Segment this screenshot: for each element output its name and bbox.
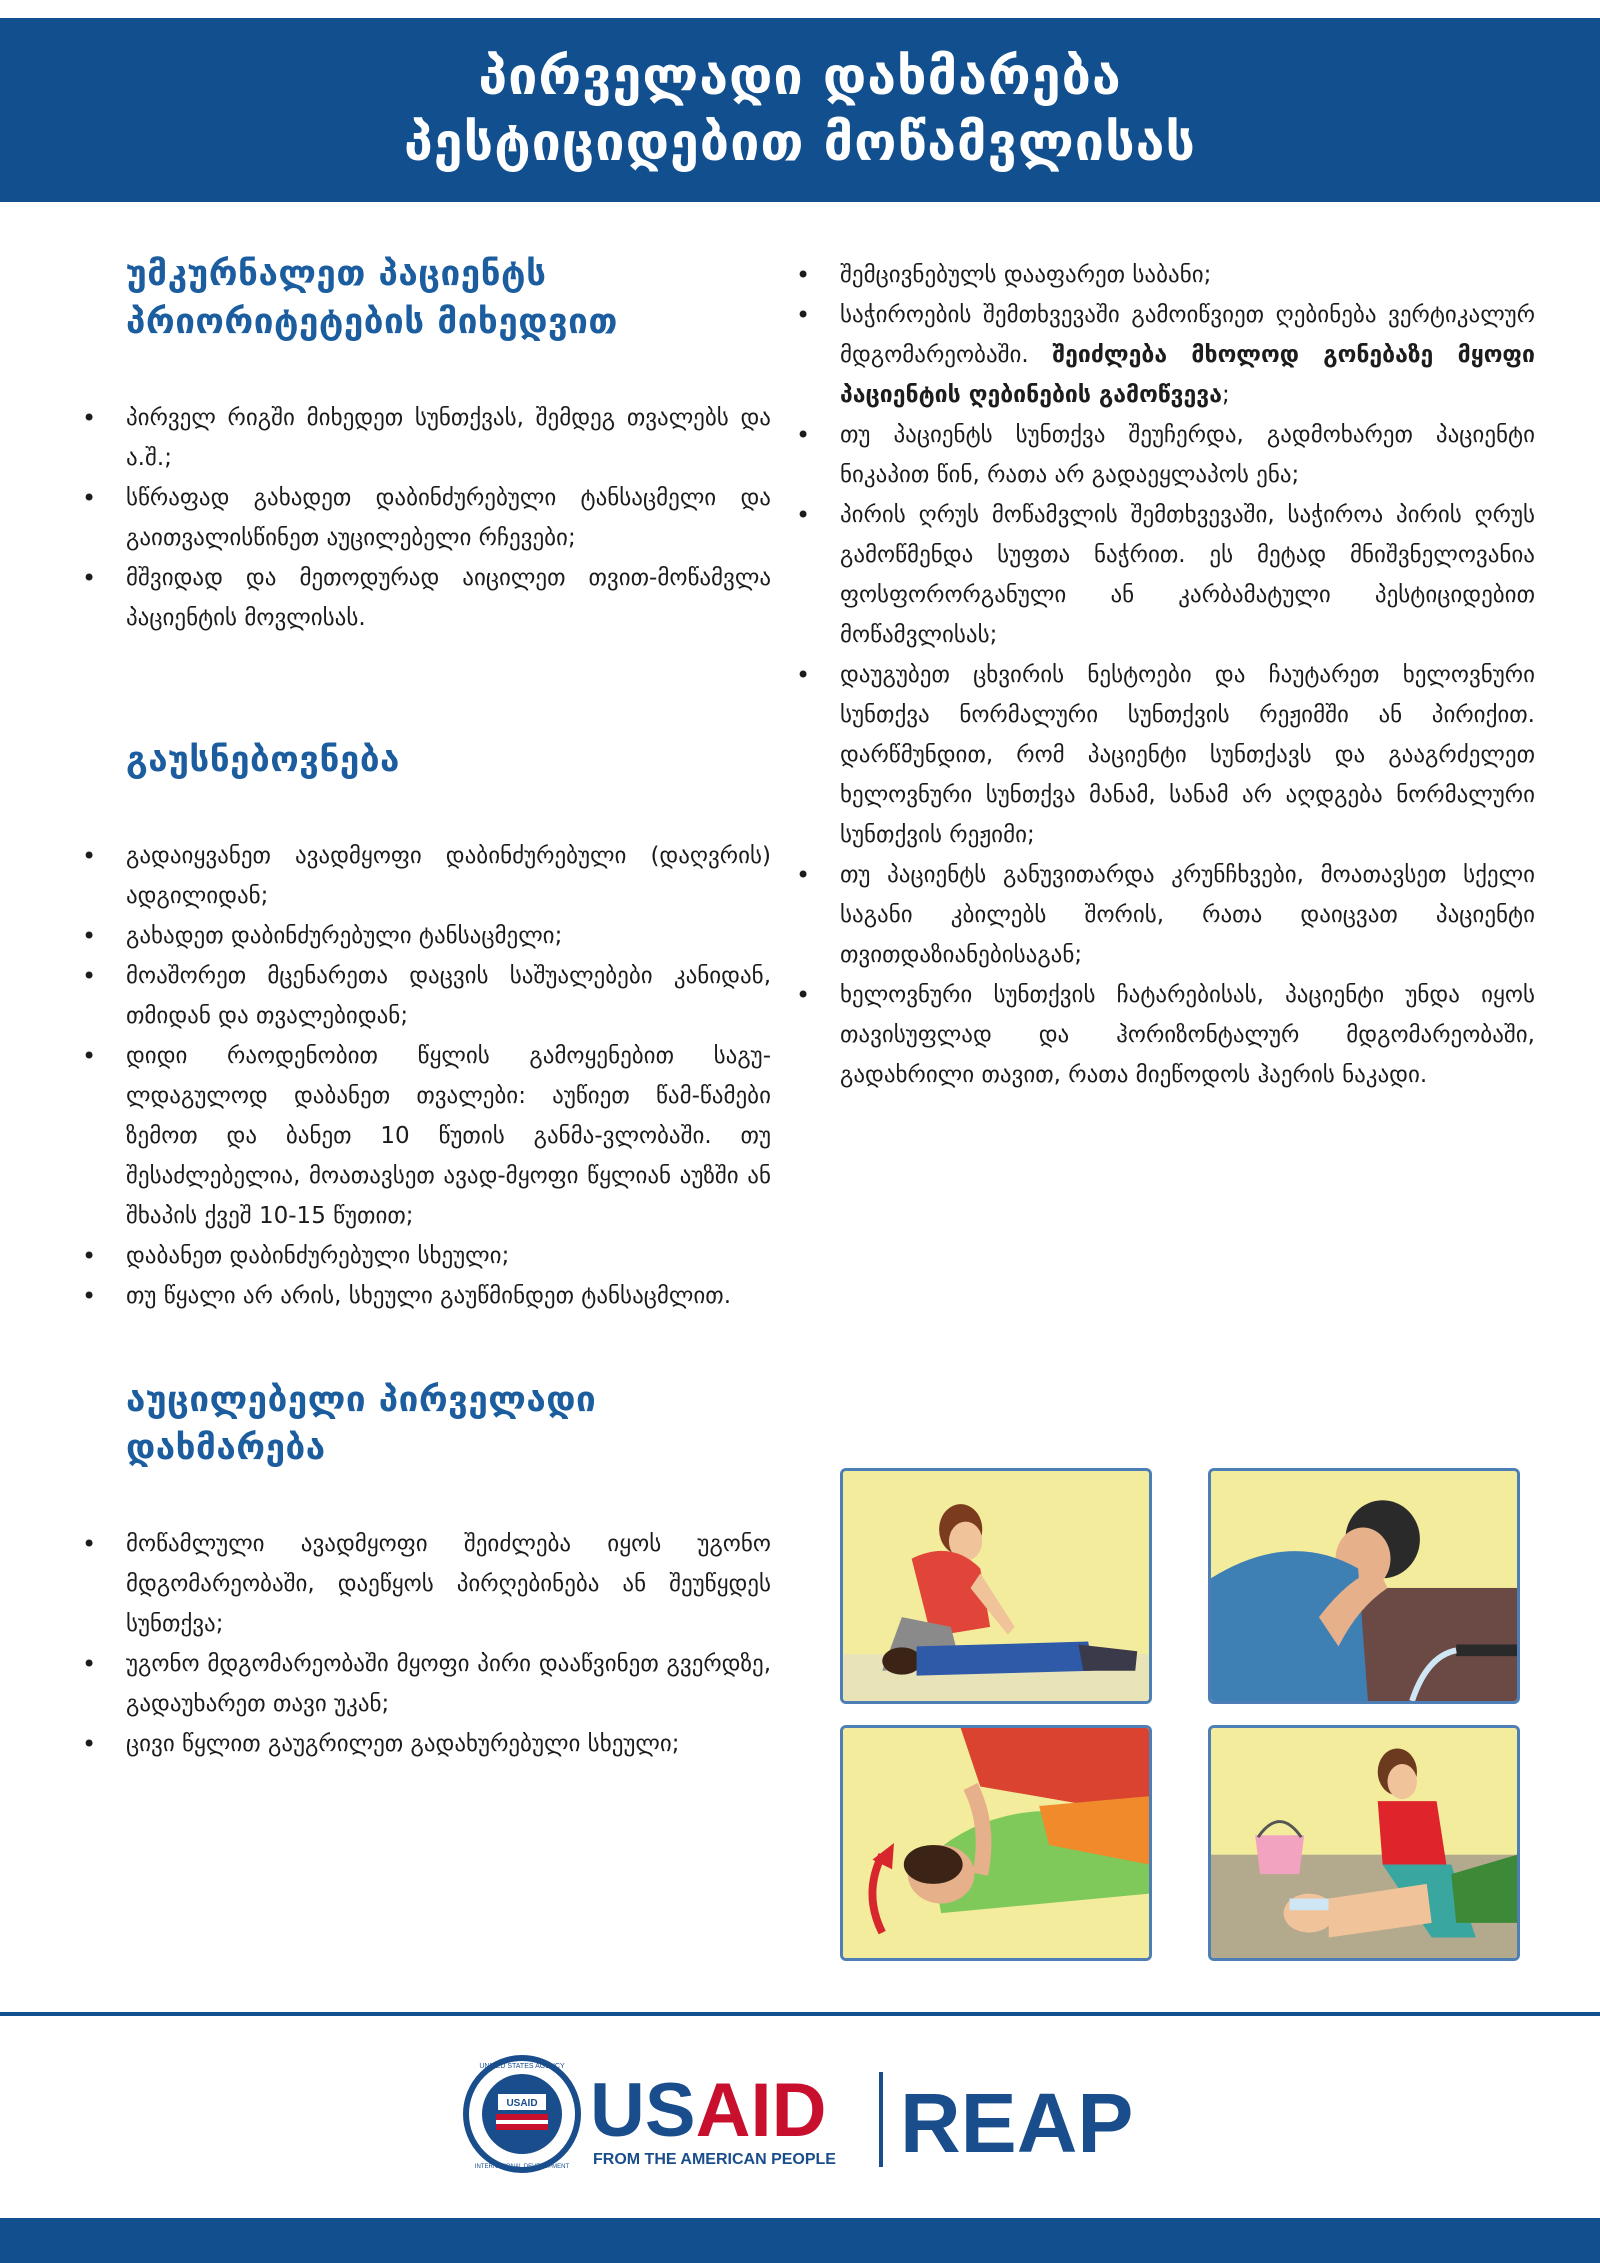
list-item: • თუ პაციენტს სუნთქვა შეუჩერდა, გადმოხარეთ პაციენტი ნიკაპით წინ, რათა არ გადაეყლაპოს ენა; [840, 415, 1535, 495]
list-item: • მშვიდად და მეთოდურად აიცილეთ თვით-მოწამვლა პაციენტის მოვლისას. [126, 558, 771, 638]
item-text: საჭიროების შემთხვევაში გამოიწვიეთ ღებინება ვერტიკალურ მდგომარეობაში. [840, 302, 1535, 368]
heading-line: პრიორიტეტების მიხედვით [126, 302, 618, 342]
heading-line: დახმარება [126, 1428, 326, 1468]
list-item: • ხელოვნური სუნთქვის ჩატარებისას, პაციენტი უნდა იყოს თავისუფლად და ჰორიზონტალურ მდგომარეობაში, გადახრილი თავით, რათა მიეწოდოს ჰაერის ნაკადი. [840, 975, 1535, 1095]
footer-logos [462, 2052, 1162, 2182]
seal-top-text: UNITED STATES AGENCY [479, 2063, 565, 2070]
reap-wordmark: REAP [900, 2076, 1134, 2170]
list-item: • გახადეთ დაბინძურებული ტანსაცმელი; [126, 916, 771, 956]
list-item: • უგონო მდგომარეობაში მყოფი პირი დააწვინეთ გვერდზე, გადაუხარეთ თავი უკან; [126, 1644, 771, 1724]
list-item: • პირველ რიგში მიხედეთ სუნთქვას, შემდეგ თვალებს და ა.შ.; [126, 398, 771, 478]
list-item: • დაბანეთ დაბინძურებული სხეული; [126, 1236, 771, 1276]
page-title-line-1: პირველადი დახმარება [478, 47, 1122, 107]
left-column [126, 250, 771, 1764]
heading-line: აუცილებელი პირველადი [126, 1380, 597, 1420]
logo-divider [879, 2072, 883, 2167]
list-item: • დაუგუბეთ ცხვირის ნესტოები და ჩაუტარეთ ხელოვნური სუნთქვა ნორმალური სუნთქვის რეჟიმში ან პირიქით. დარწმუნდით, რომ პაციენტი სუნთქავს და გააგრძელეთ ხელოვნური სუნთქვა მანამ, სანამ არ აღდგება ნორმალური სუნთქვის რეჟიმი; [840, 655, 1535, 855]
list-item: • პირის ღრუს მოწამვლის შემთხვევაში, საჭიროა პირის ღრუს გამოწმენდა სუფთა ნაჭრით. ეს მეტად მნიშვნელოვანია ფოსფორორგანული ან კარბამატული პესტიციდებით მოწამვლისას; [840, 495, 1535, 655]
decontamination-list [126, 836, 771, 1316]
essential-list [126, 1524, 771, 1764]
list-item: • თუ წყალი არ არის, სხეული გაუწმინდეთ ტანსაცმლით. [126, 1276, 771, 1316]
essential-list-continued [840, 255, 1535, 1095]
list-item: • თუ პაციენტს განუვითარდა კრუნჩხვები, მოათავსეთ სქელი საგანი კბილებს შორის, რათა დაიცვათ პაციენტი თვითდაზიანებისაგან; [840, 855, 1535, 975]
seal-bottom-text: INTERNATIONAL DEVELOPMENT [474, 2164, 570, 2170]
page-title-line-2: პესტიციდებით მოწამვლისას [404, 113, 1196, 173]
list-item [840, 295, 1535, 415]
footer-top-rule [0, 2012, 1600, 2016]
usaid-wordmark-red: AID [695, 2068, 827, 2153]
priority-list [126, 398, 771, 638]
section-heading-decontamination: გაუსნებოვნება [126, 740, 400, 780]
illustration-eye-wash [1208, 1468, 1520, 1704]
list-item: • ცივი წყლით გაუგრილეთ გადახურებული სხეული; [126, 1724, 771, 1764]
list-item: • მოწამლული ავადმყოფი შეიძლება იყოს უგონო მდგომარეობაში, დაეწყოს პირღებინება ან შეუწყდეს სუნთქვა; [126, 1524, 771, 1644]
item-text-end: ; [1221, 382, 1230, 408]
section-heading-essential [126, 1376, 771, 1472]
right-column [840, 255, 1535, 1095]
list-item: • სწრაფად გახადეთ დაბინძურებული ტანსაცმელი და გაითვალისწინეთ აუცილებელი რჩევები; [126, 478, 771, 558]
list-item: • გადაიყვანეთ ავადმყოფი დაბინძურებული (დაღვრის) ადგილიდან; [126, 836, 771, 916]
footer-bottom-bar [0, 2218, 1600, 2263]
list-item: • მოაშორეთ მცენარეთა დაცვის საშუალებები კანიდან, თმიდან და თვალებიდან; [126, 956, 771, 1036]
illustration-recovery-position [840, 1725, 1152, 1961]
section-heading-priority [126, 250, 771, 346]
seal-center-text: USAID [506, 2098, 538, 2109]
usaid-tagline: FROM THE AMERICAN PEOPLE [593, 2151, 836, 2168]
usaid-logo [462, 2052, 1162, 2182]
illustration-cooling [1208, 1725, 1520, 1961]
usaid-wordmark-text: US [590, 2068, 696, 2153]
list-item: • შემცივნებულს დააფარეთ საბანი; [840, 255, 1535, 295]
page-header [0, 18, 1600, 202]
illustration-cpr [840, 1468, 1152, 1704]
list-item: • დიდი რაოდენობით წყლის გამოყენებით საგუ-ლდაგულოდ დაბანეთ თვალები: აუწიეთ წამ-წამები ზემოთ და ბანეთ 10 წუთის განმა-ვლობაში. თუ შესაძლებელია, მოათავსეთ ავად-მყოფი წყლიან აუზში ან შხაპის ქვეშ 10-15 წუთით; [126, 1036, 771, 1236]
usaid-wordmark [590, 2068, 826, 2153]
heading-line: უმკურნალეთ პაციენტს [126, 254, 547, 294]
item-text-bold: შეიძლება მხოლოდ გონებაზე მყოფი პაციენტის ღებინების გამოწვევა [840, 342, 1535, 408]
